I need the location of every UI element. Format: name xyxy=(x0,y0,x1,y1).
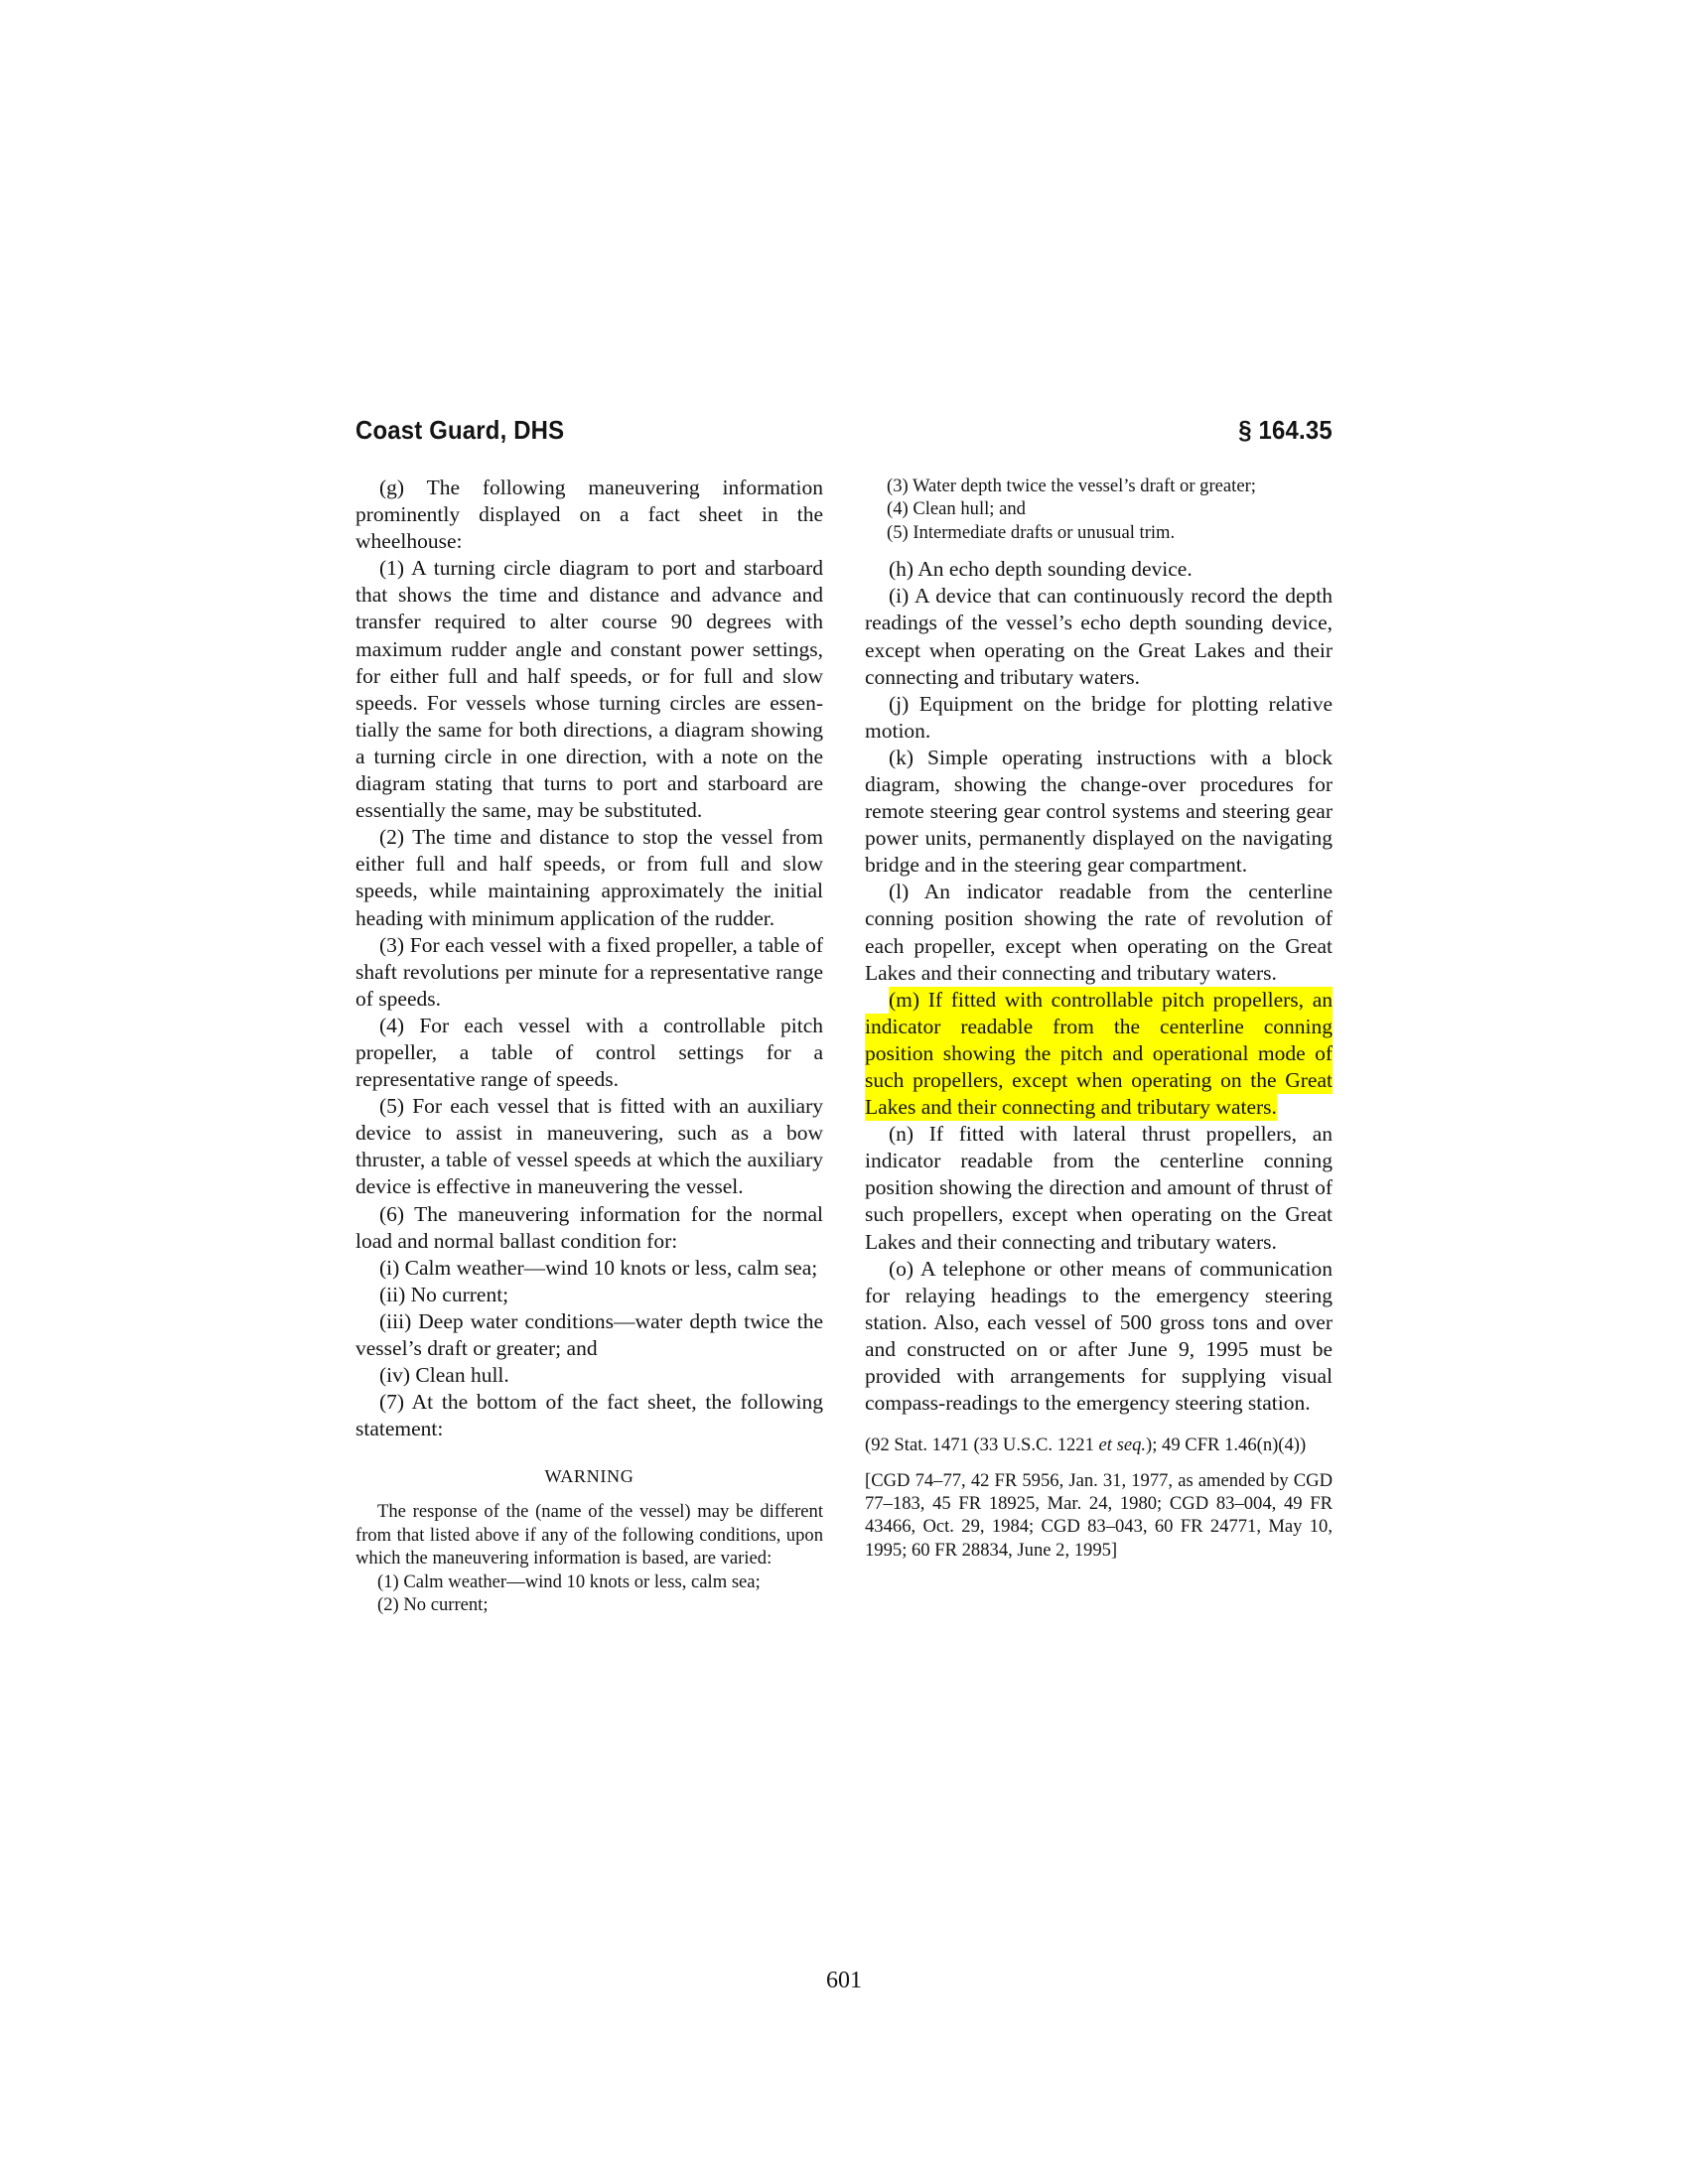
body-paragraph: (l) An indicator readable from the centerline conning position showing the rate of revolution of each propeller, except when operating on the Great Lakes and their connecting and tributary waters. xyxy=(865,880,1333,985)
running-head-left: Coast Guard, DHS xyxy=(355,415,565,445)
body-paragraph: (6) The maneuvering information for the normal load and normal ballast condition for: xyxy=(355,1201,823,1253)
body-paragraph: (ii) No current; xyxy=(379,1282,509,1306)
warning-paragraph: (4) Clean hull; and xyxy=(887,498,1026,520)
warning-paragraph: (3) Water depth twice the vessel’s draft or greater; xyxy=(887,476,1256,496)
right-column xyxy=(865,475,1333,1934)
warning-paragraph: (5) Intermediate drafts or unusual trim. xyxy=(887,521,1176,543)
section-spacer xyxy=(865,1457,1333,1469)
body-paragraph: (g) The following maneuvering information prominently displayed on a fact sheet in the wheelhouse: xyxy=(355,476,823,554)
body-paragraph: (h) An echo depth sounding device. xyxy=(889,557,1193,582)
body-paragraph: (i) Calm weather—wind 10 knots or less, calm sea; xyxy=(379,1255,818,1280)
authority-note-text: (92 Stat. 1471 (33 U.S.C. 1221 xyxy=(865,1434,1099,1456)
body-paragraph: (4) For each vessel with a controllable pitch propeller, a table of control settings for a representative range of speeds. xyxy=(355,1013,823,1092)
authority-note-citation: et seq. xyxy=(1098,1434,1147,1456)
body-paragraph: (i) A device that can continuously record the depth readings of the vessel’s echo depth sounding device, except when operating on the Great Lakes and their connecting and tributary waters. xyxy=(865,584,1333,689)
left-column xyxy=(355,475,823,1934)
warning-paragraph: (2) No current; xyxy=(377,1594,489,1616)
running-head-right: § 164.35 xyxy=(1238,415,1333,445)
highlighted-paragraph xyxy=(865,987,1333,1121)
body-paragraph: (o) A telephone or other means of communication for relaying headings to the emergency steering station. Also, each vessel of 500 gross tons and over and constructed on or after June 9, 1995 must be provided with arrangements for supplying visual compass-readings to the emergency steering station. xyxy=(865,1256,1333,1416)
highlight-mark: (m) If fitted with controllable pitch propellers, an indicator readable from the centerline conning position showing the pitch and operational mode of such propellers, except when operating on the Great Lakes and their connecting and tributary waters. xyxy=(865,987,1333,1120)
two-column-body xyxy=(355,475,1333,1934)
authority-note xyxy=(865,1433,1333,1456)
body-paragraph: (1) A turning circle diagram to port and starboard that shows the time and distance and advance and transfer required to alter course 90 degrees with maximum rudder angle and constant power settings, for either full and half speeds, or for full and slow speeds. For vessels whose turning circles are essentially the same for both directions, a diagram showing a turning circle in one direction, with a note on the diagram stating that turns to port and starboard are essentially the same, may be substituted. xyxy=(355,556,823,823)
body-paragraph: (j) Equipment on the bridge for plotting relative motion. xyxy=(865,691,1333,743)
body-paragraph: (n) If fitted with lateral thrust propellers, an indicator readable from the centerline conning position showing the direction and amount of thrust of such propellers, except when operating on the Great Lakes and their connecting and tributary waters. xyxy=(865,1122,1333,1254)
body-paragraph: (3) For each vessel with a fixed propeller, a table of shaft revolutions per minute for a representative range of speeds. xyxy=(355,932,823,1011)
body-paragraph: (7) At the bottom of the fact sheet, the following statement: xyxy=(355,1390,823,1441)
body-paragraph: (2) The time and distance to stop the vessel from either full and half speeds, or from full and slow speeds, while maintaining approximately the initial heading with minimum application of the rudder. xyxy=(355,825,823,930)
section-spacer xyxy=(865,1417,1333,1433)
source-note: [CGD 74–77, 42 FR 5956, Jan. 31, 1977, as amended by CGD 77–183, 45 FR 18925, Mar. 24, 1980; CGD 83–004, 49 FR 43466, Oct. 29, 1984; CGD 83–043, 60 FR 24771, May 10, 1995; 60 FR 28834, June 2, 1995] xyxy=(865,1469,1333,1561)
authority-note-text-end: ); 49 CFR 1.46(n)(4)) xyxy=(1146,1434,1307,1456)
running-head xyxy=(355,415,1333,446)
section-spacer xyxy=(865,544,1333,556)
body-paragraph: (5) For each vessel that is fitted with an auxiliary device to assist in maneuvering, such as a bow thruster, a table of vessel speeds at which the auxiliary device is effective in maneuvering the vessel. xyxy=(355,1094,823,1199)
warning-paragraph: The response of the (name of the vessel) may be different from that listed above if any of the following conditions, upon which the maneuvering information is based, are varied: xyxy=(355,1501,823,1570)
body-paragraph: (iv) Clean hull. xyxy=(379,1363,509,1388)
warning-paragraph: (1) Calm weather—wind 10 knots or less, calm sea; xyxy=(377,1570,761,1592)
warning-heading: WARNING xyxy=(544,1466,634,1487)
body-paragraph: (k) Simple operating instructions with a block diagram, showing the change-over procedures for remote steering gear control systems and steering gear power units, permanently displayed on the navigating bridge and in the steering gear compartment. xyxy=(865,745,1333,878)
page-number: 601 xyxy=(826,1968,862,1993)
body-paragraph: (iii) Deep water conditions—water depth twice the vessel’s draft or greater; and xyxy=(355,1308,823,1360)
